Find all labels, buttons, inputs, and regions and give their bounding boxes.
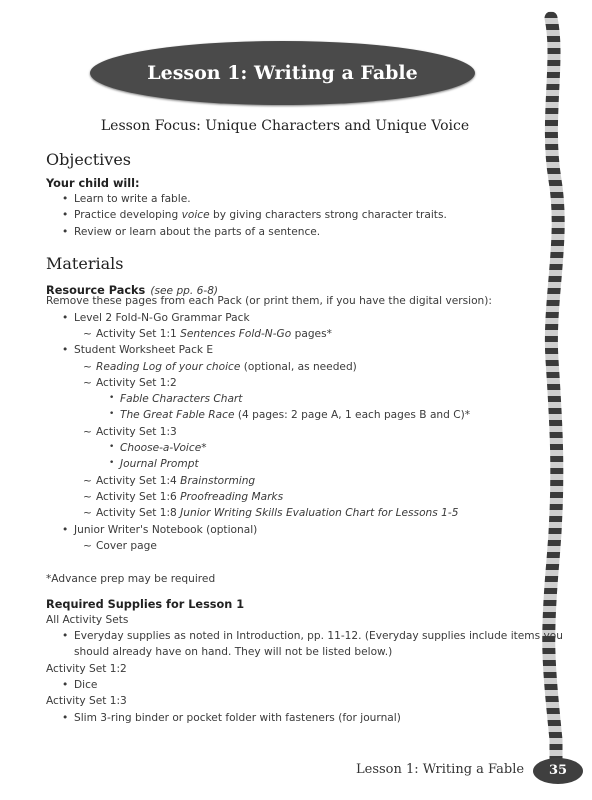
list-item: ~ Activity Set 1:3 (96, 426, 177, 438)
resource-packs-label: Resource Packs (see pp. 6-8) (46, 284, 219, 297)
supplies-group-label: Activity Set 1:3 (46, 695, 127, 707)
advance-prep-note: *Advance prep may be required (46, 573, 216, 585)
footer-title: Lesson 1: Writing a Fable (356, 762, 525, 777)
supplies-group-label: All Activity Sets (46, 614, 129, 626)
list-item: • Everyday supplies as noted in Introduction, pp. 11-12. (Everyday supplies include items you (74, 630, 563, 642)
list-item: • Junior Writer's Notebook (optional) (74, 524, 257, 536)
list-item: ~ Activity Set 1:2 (96, 377, 177, 389)
list-item: ~ Activity Set 1:6 Proofreading Marks (96, 491, 283, 503)
list-item: ~ Cover page (96, 540, 157, 552)
materials-intro: Remove these pages from each Pack (or print them, if you have the digital version): (46, 295, 492, 307)
list-item: • Journal Prompt (120, 458, 199, 470)
list-item: ~ Activity Set 1:1 Sentences Fold-N-Go pages* (96, 328, 332, 340)
materials-heading: Materials (46, 254, 124, 273)
supplies-heading: Required Supplies for Lesson 1 (46, 598, 245, 611)
list-item: • Student Worksheet Pack E (74, 344, 213, 356)
objectives-heading: Objectives (46, 150, 132, 169)
list-item: • Dice (74, 679, 97, 691)
objective-item: • Learn to write a fable. (74, 193, 191, 205)
supplies-group-label: Activity Set 1:2 (46, 663, 127, 675)
list-item: • Level 2 Fold-N-Go Grammar Pack (74, 312, 250, 324)
list-item: ~ Activity Set 1:8 Junior Writing Skills Evaluation Chart for Lessons 1-5 (96, 507, 458, 519)
objectives-lead: Your child will: (46, 177, 140, 190)
list-item: ~ Reading Log of your choice (optional, as needed) (96, 361, 357, 373)
list-item: ~ Activity Set 1:4 Brainstorming (96, 475, 255, 487)
list-item-continued: should already have on hand. They will not be listed below.) (74, 646, 393, 658)
lesson-title: Lesson 1: Writing a Fable (147, 62, 418, 84)
list-item: • The Great Fable Race (4 pages: 2 page A, 1 each pages B and C)* (120, 409, 470, 421)
lesson-focus: Lesson Focus: Unique Characters and Unique Voice (100, 118, 470, 134)
objective-item: • Review or learn about the parts of a sentence. (74, 226, 320, 238)
list-item: • Fable Characters Chart (120, 393, 242, 405)
list-item: • Choose-a-Voice* (120, 442, 207, 454)
objective-item: • Practice developing voice by giving characters strong character traits. (74, 209, 447, 221)
page-number: 35 (548, 763, 568, 778)
list-item: • Slim 3-ring binder or pocket folder with fasteners (for journal) (74, 712, 401, 724)
